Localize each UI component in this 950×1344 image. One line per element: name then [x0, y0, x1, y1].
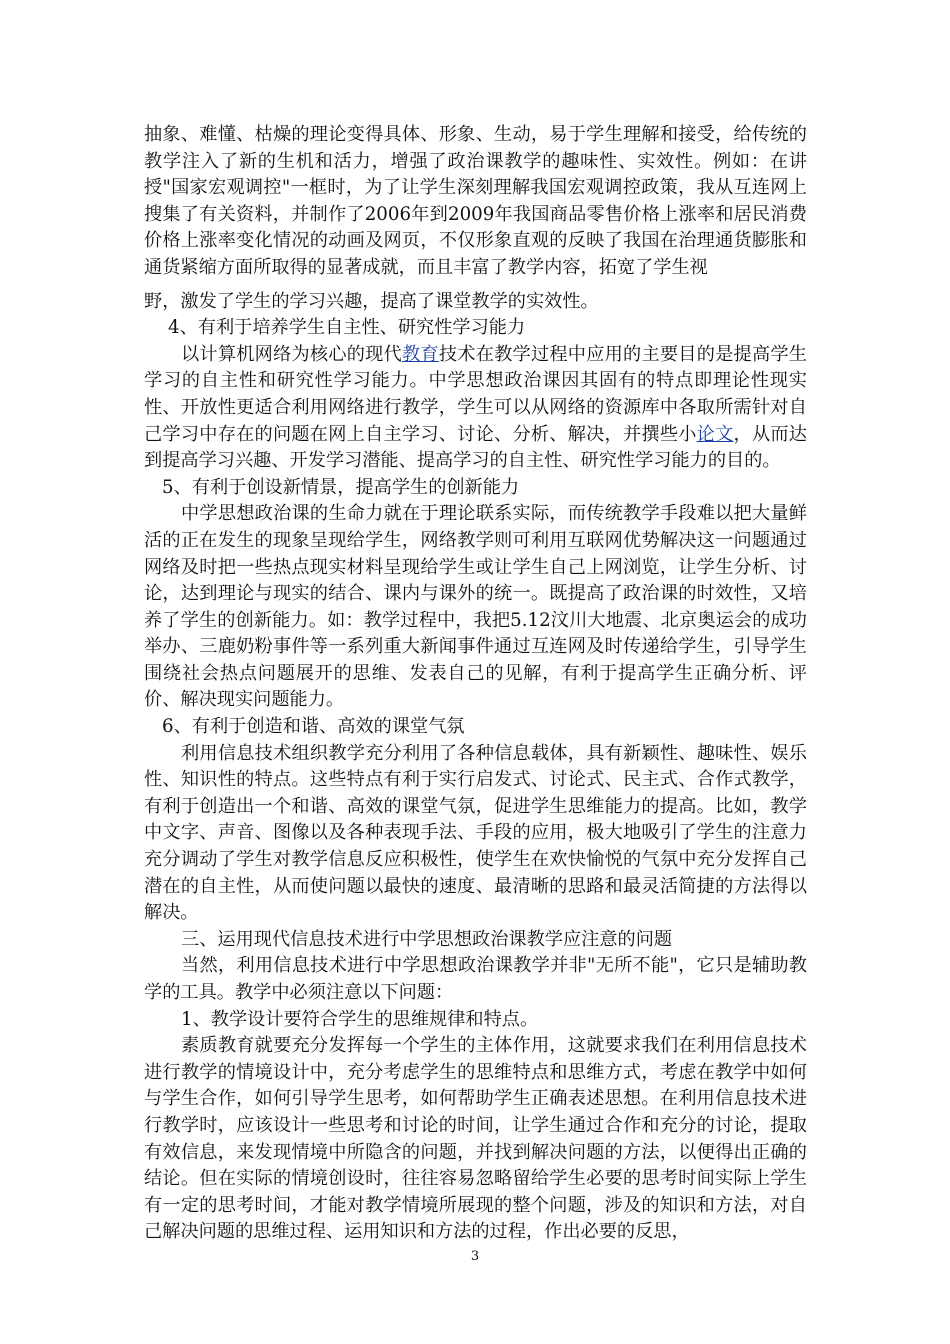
subheading-1: 1、教学设计要符合学生的思维规律和特点。 — [181, 1008, 539, 1030]
section-heading-4: 4、有利于培养学生自主性、研究性学习能力 — [168, 317, 526, 339]
paragraph-continuation-tail: 野，激发了学生的学习兴趣，提高了课堂教学的实效性。 — [144, 290, 599, 312]
section-heading-6: 6、有利于创造和谐、高效的课堂气氛 — [162, 716, 465, 738]
page-number: 3 — [470, 1249, 480, 1264]
education-link[interactable]: 教育 — [402, 343, 439, 365]
paragraph-section-5: 中学思想政治课的生命力就在于理论联系实际，而传统教学手段难以把大量鲜活的正在发生的现象呈现给学生，网络教学则可利用互联网优势解决这一问题通过网络及时把一些热点现实材料呈现给学生或让学生自己上网浏览，让学生分析、讨论，达到理论与现实的结合、课内与课外的统一。既提高了政治课的时效性，又培养了学生的创新能力。如：教学过程中，我把5.12汶川大地震、北京奥运会的成功举办、三鹿奶粉事件等一系列重大新闻事件通过互连网及时传递给学生，引导学生围绕社会热点问题展开的思维、发表自己的见解，有利于提高学生正确分析、评价、解决现实问题能力。 — [144, 503, 807, 711]
paragraph-text: 技术在教学过程中应用的主要目的是提高学生学习的自主性和研究性学习能力。中学思想政治课因其固有的特点即理论性现实性、开放性更适合利用网络进行教学，学生可以从网络的资源库中各取所需针对自己学习中存在的问题在网上自主学习、讨论、分析、解决，并撰些小 — [144, 343, 807, 445]
paragraph-continuation: 抽象、难懂、枯燥的理论变得具体、形象、生动，易于学生理解和接受，给传统的教学注入了新的生机和活力，增强了政治课教学的趣味性、实效性。例如：在讲授"国家宏观调控"一框时，为了让学生深刻理解我国宏观调控政策，我从互连网上搜集了有关资料，并制作了2006年到2009年我国商品零售价格上涨率和居民消费价格上涨率变化情况的动画及网页，不仅形象直观的反映了我国在治理通货膨胀和通货紧缩方面所取得的显著成就，而且丰富了教学内容，拓宽了学生视 — [144, 124, 807, 278]
page-body — [144, 122, 807, 1246]
paragraph-text: ，从而达到提高学习兴趣、开发学习潜能、提高学习的自主性、研究性学习能力的目的。 — [144, 423, 807, 472]
paragraph-text: 以计算机网络为核心的现代 — [181, 343, 403, 365]
paragraph-section-4 — [144, 342, 807, 475]
paragraph-chapter-3-intro: 当然，利用信息技术进行中学思想政治课教学并非"无所不能"，它只是辅助教学的工具。教学中必须注意以下问题： — [144, 955, 807, 1003]
paragraph-section-6: 利用信息技术组织教学充分利用了各种信息载体，具有新颖性、趣味性、娱乐性、知识性的特点。这些特点有利于实行启发式、讨论式、民主式、合作式教学，有利于创造出一个和谐、高效的课堂气氛，促进学生思维能力的提高。比如，教学中文字、声音、图像以及各种表现手法、手段的应用，极大地吸引了学生的注意力充分调动了学生对教学信息反应积极性，使学生在欢快愉悦的气氛中充分发挥自己潜在的自主性，从而使问题以最快的速度、最清晰的思路和最灵活简捷的方法得以解决。 — [144, 742, 807, 924]
section-heading-5: 5、有利于创设新情景，提高学生的创新能力 — [162, 476, 520, 498]
paragraph-subheading-1: 素质教育就要充分发挥每一个学生的主体作用，这就要求我们在利用信息技术进行教学的情境设计中，充分考虑学生的思维特点和思维方式，考虑在教学中如何与学生合作，如何引导学生思考，如何帮助学生正确表述思想。在利用信息技术进行教学时，应该设计一些思考和讨论的时间，让学生通过合作和充分的讨论，提取有效信息，来发现情境中所隐含的问题，并找到解决问题的方法，以便得出正确的结论。但在实际的情境创设时，往往容易忽略留给学生必要的思考时间实际上学生有一定的思考时间，才能对教学情境所展现的整个问题，涉及的知识和方法，对自己解决问题的思维过程、运用知识和方法的过程，作出必要的反思， — [144, 1035, 807, 1243]
chapter-heading-3: 三、运用现代信息技术进行中学思想政治课教学应注意的问题 — [181, 928, 673, 950]
thesis-link[interactable]: 论文 — [696, 423, 734, 445]
